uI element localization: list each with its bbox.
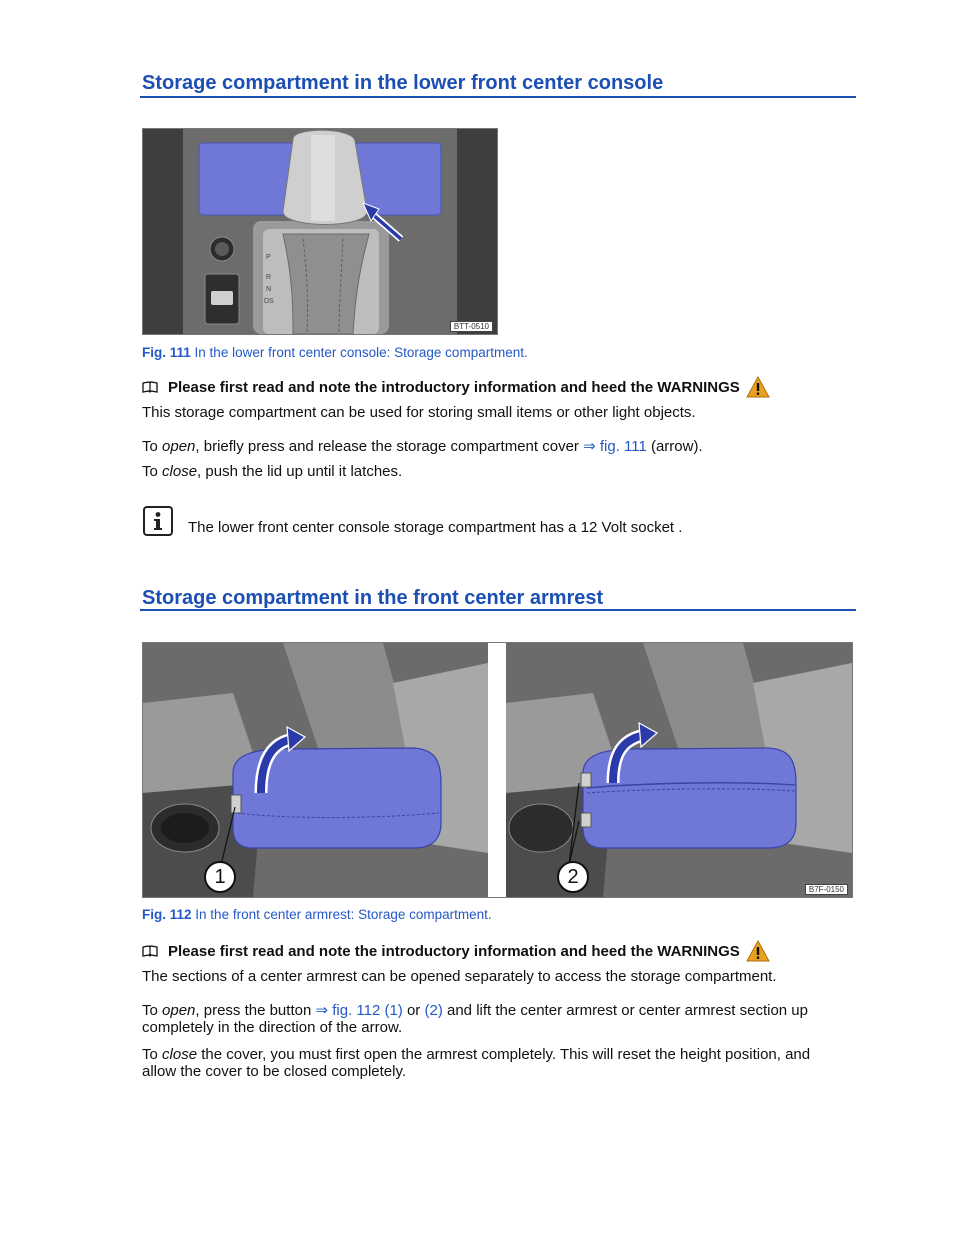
title-rule — [140, 96, 856, 98]
warning-icon[interactable] — [746, 940, 770, 962]
text-run: To — [142, 1046, 163, 1063]
text-run: the cover, you must first open the armrest completely. This will reset the height position, and — [197, 1046, 811, 1063]
text-run: , push the lid up until it latches. — [197, 463, 403, 480]
text-run: , briefly press and release the storage compartment cover — [195, 438, 584, 455]
text-run: or — [402, 1002, 425, 1019]
figure-link[interactable]: ⇒ fig. 111 — [583, 438, 647, 455]
caption-number: Fig. 112 — [142, 907, 192, 922]
callout-link[interactable]: (2) — [424, 1002, 443, 1019]
figure-111 — [142, 128, 498, 335]
caption-number: Fig. 111 — [142, 345, 191, 360]
note-icon — [143, 506, 173, 536]
paragraph-open — [142, 1002, 862, 1036]
paragraph: The sections of a center armrest can be opened separately to access the storage compartment. — [142, 968, 777, 985]
text-run: (arrow). — [646, 438, 703, 455]
text-run: To — [142, 463, 163, 480]
figure-112 — [142, 642, 853, 898]
emphasis: close — [162, 463, 198, 480]
figure-link[interactable]: ⇒ fig. 112 (1) — [315, 1002, 403, 1019]
text-run: To — [142, 1002, 163, 1019]
text-run: To — [142, 438, 163, 455]
figure-caption — [142, 907, 492, 922]
text-run: allow the cover to be closed completely. — [142, 1063, 407, 1080]
read-first-notice — [142, 940, 770, 962]
caption-text: In the lower front center console: Storage compartment. — [194, 345, 528, 360]
book-icon — [142, 945, 158, 957]
armrest-illustration — [143, 643, 852, 897]
read-first-notice — [142, 376, 770, 398]
svg-text:P: P — [266, 254, 271, 261]
book-icon — [142, 381, 158, 393]
emphasis: close — [162, 1046, 198, 1063]
paragraph-open — [142, 438, 703, 455]
svg-text:N: N — [266, 286, 272, 293]
section-title: Storage compartment in the lower front center console — [142, 72, 664, 94]
text-run: and lift the center armrest or center armrest section up — [442, 1002, 808, 1019]
text-run: , press the button — [195, 1002, 316, 1019]
callout-1: 1 — [204, 861, 236, 893]
figure-label: B7F-0150 — [805, 884, 848, 895]
read-first-text: Please first read and note the introductory information and heed the WARNINGS — [168, 942, 740, 960]
callout-2: 2 — [557, 861, 589, 893]
svg-text:DS: DS — [264, 298, 274, 305]
figure-label: BTT-0510 — [450, 321, 493, 332]
note-text: The lower front center console storage compartment has a 12 Volt socket . — [188, 519, 683, 536]
section-title: Storage compartment in the front center armrest — [142, 587, 604, 609]
svg-text:R: R — [266, 274, 272, 281]
read-first-text: Please first read and note the introductory information and heed the WARNINGS — [168, 378, 740, 396]
text-run: completely in the direction of the arrow. — [142, 1019, 403, 1036]
title-rule — [140, 609, 856, 611]
console-illustration — [143, 129, 497, 334]
emphasis: open — [162, 438, 196, 455]
caption-text: In the front center armrest: Storage compartment. — [195, 907, 492, 922]
paragraph-close — [142, 1046, 862, 1080]
emphasis: open — [162, 1002, 196, 1019]
figure-caption — [142, 345, 528, 360]
warning-icon[interactable] — [746, 376, 770, 398]
paragraph-close — [142, 463, 402, 480]
paragraph: This storage compartment can be used for storing small items or other light objects. — [142, 404, 696, 421]
